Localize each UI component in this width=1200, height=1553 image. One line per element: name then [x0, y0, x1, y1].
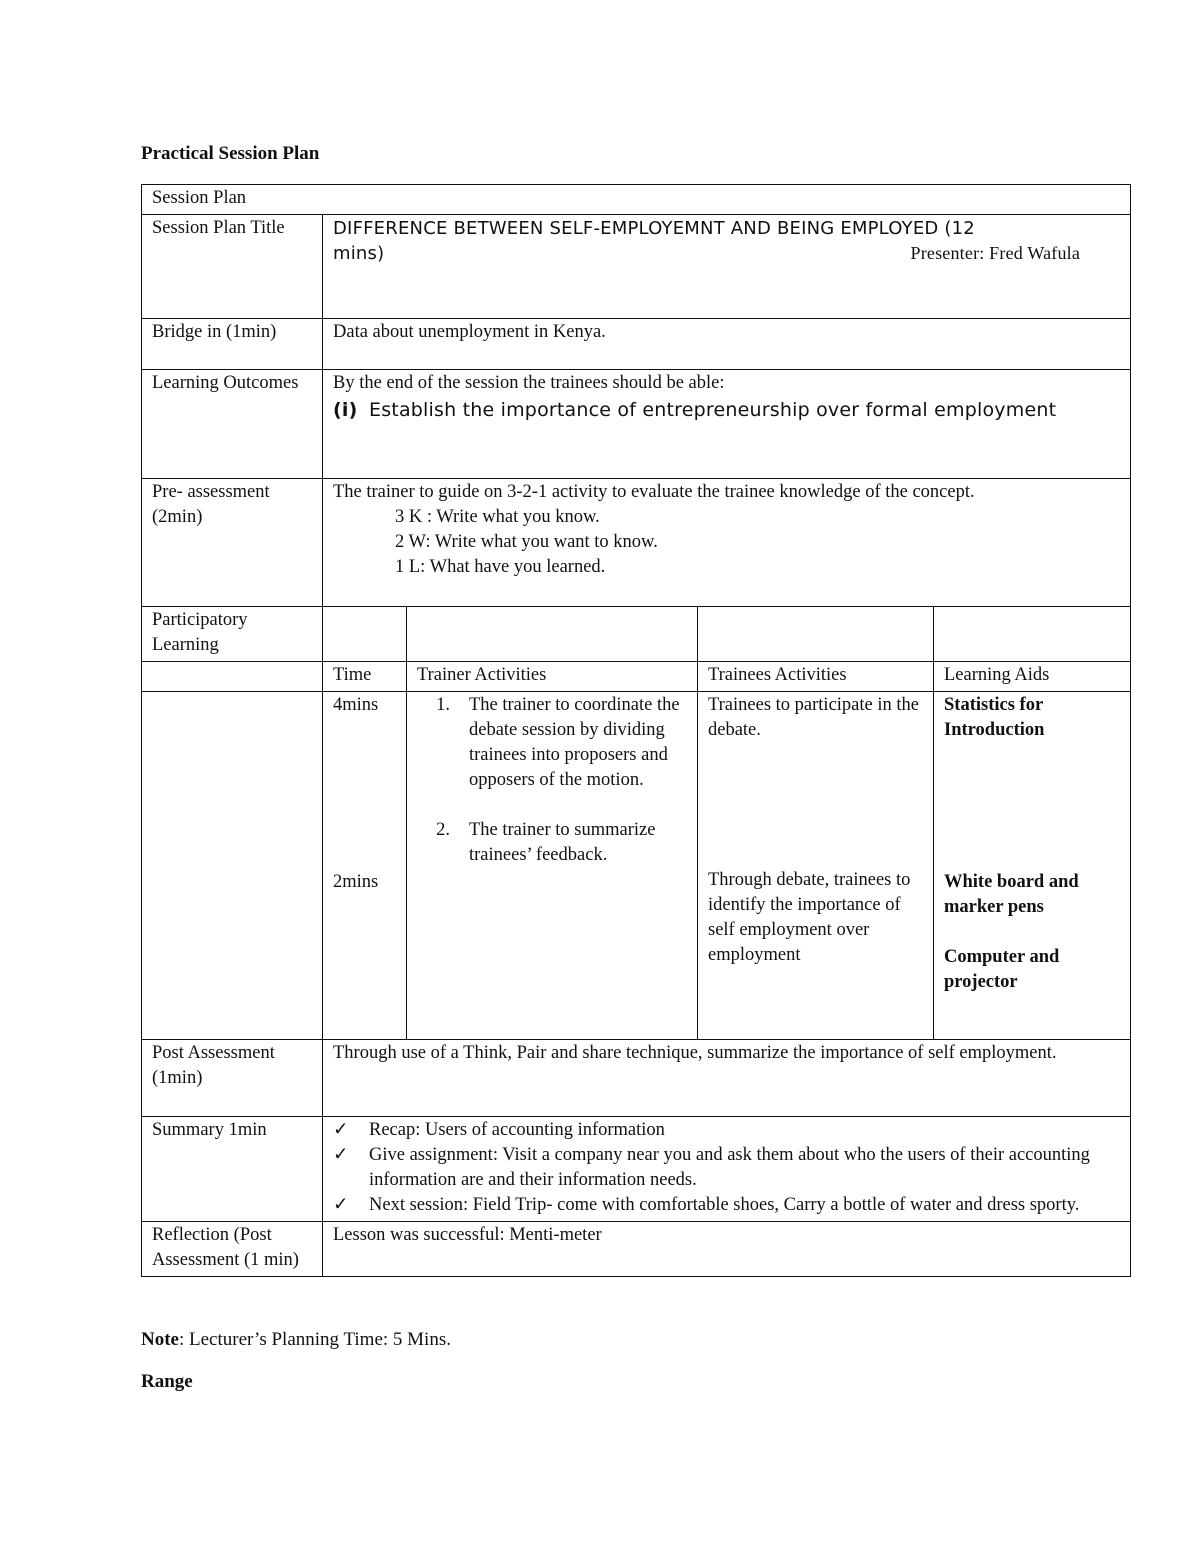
activities-row [142, 692, 1131, 1040]
aid-computer: Computer and projector [944, 947, 1060, 992]
outcome-text: Establish the importance of entrepreneurship over formal employment [369, 399, 1057, 421]
trainer-header: Trainer Activities [407, 662, 698, 692]
learning-outcomes-cell [323, 370, 1131, 479]
check-icon: ✓ [333, 1195, 349, 1215]
participatory-label: Participatory Learning [142, 607, 323, 662]
time-2: 2mins [333, 872, 379, 892]
check-icon: ✓ [333, 1145, 349, 1165]
participatory-header-row [142, 662, 1131, 692]
planning-note [141, 1329, 451, 1351]
step-learned: 1 L: What have you learned. [395, 557, 606, 577]
time-cell [323, 692, 407, 1040]
trainer-activity-2: 2. The trainer to summarize trainees’ feedback. [436, 820, 656, 865]
aids-cell [934, 692, 1131, 1040]
trainees-activity-2: Through debate, trainees to identify the importance of self employment over employment [708, 870, 911, 965]
trainer-cell [407, 692, 698, 1040]
summary-cell [323, 1117, 1131, 1222]
range-heading: Range [141, 1371, 193, 1392]
session-title: DIFFERENCE BETWEEN SELF-EMPLOYEMNT AND BEING EMPLOYED (12 [333, 218, 975, 239]
trainer-activity-1: 1. The trainer to coordinate the debate session by dividing trainees into proposers and opposers of the motion. [436, 695, 680, 790]
bridge-in-label: Bridge in (1min) [142, 319, 323, 370]
learning-outcomes-intro: By the end of the session the trainees should be able: [333, 373, 725, 393]
title-label: Session Plan Title [142, 215, 323, 319]
post-assessment-text: Through use of a Think, Pair and share technique, summarize the importance of self employment. [323, 1040, 1131, 1117]
learning-outcomes-label: Learning Outcomes [142, 370, 323, 479]
trainees-cell [698, 692, 934, 1040]
summary-item: ✓ Recap: Users of accounting information [333, 1118, 1120, 1143]
presenter: Presenter: Fred Wafula [910, 243, 1081, 263]
bridge-in-row [142, 319, 1131, 370]
session-plan-table [141, 184, 1131, 1277]
reflection-row [142, 1222, 1131, 1277]
session-plan-header-row [142, 185, 1131, 215]
note-label: Note [141, 1329, 179, 1350]
step-want: 2 W: Write what you want to know. [395, 532, 658, 552]
learning-outcomes-row [142, 370, 1131, 479]
outcome-number: (i) [333, 399, 358, 421]
summary-label: Summary 1min [142, 1117, 323, 1222]
aids-header: Learning Aids [934, 662, 1131, 692]
summary-item: ✓ Next session: Field Trip- come with comfortable shoes, Carry a bottle of water and dress sporty. [333, 1193, 1120, 1218]
pre-assessment-label: Pre- assessment (2min) [142, 479, 323, 607]
reflection-label: Reflection (Post Assessment (1 min) [142, 1222, 323, 1277]
trainees-header: Trainees Activities [698, 662, 934, 692]
title-row [142, 215, 1131, 319]
bridge-in-text: Data about unemployment in Kenya. [323, 319, 1131, 370]
pre-assessment-row [142, 479, 1131, 607]
post-assessment-row [142, 1040, 1131, 1117]
time-header: Time [323, 662, 407, 692]
summary-item: ✓ Give assignment: Visit a company near you and ask them about who the users of their accounting information are and their information needs. [333, 1143, 1120, 1193]
note-text: : Lecturer’s Planning Time: 5 Mins. [178, 1329, 451, 1350]
trainees-activity-1: Trainees to participate in the debate. [708, 695, 919, 740]
check-icon: ✓ [333, 1120, 349, 1140]
time-1: 4mins [333, 695, 379, 715]
reflection-text: Lesson was successful: Menti-meter [323, 1222, 1131, 1277]
session-plan-header: Session Plan [142, 185, 1131, 215]
session-title-cont: mins) [333, 243, 385, 264]
pre-assessment-cell [323, 479, 1131, 607]
step-know: 3 K : Write what you know. [395, 507, 600, 527]
aid-whiteboard: White board and marker pens [944, 872, 1079, 917]
aid-statistics: Statistics for Introduction [944, 695, 1045, 740]
title-cell [323, 215, 1131, 319]
post-assessment-label: Post Assessment (1min) [142, 1040, 323, 1117]
page-title: Practical Session Plan [141, 143, 320, 164]
participatory-row [142, 607, 1131, 662]
summary-row [142, 1117, 1131, 1222]
pre-assessment-text: The trainer to guide on 3-2-1 activity to evaluate the trainee knowledge of the concept. [333, 482, 975, 502]
